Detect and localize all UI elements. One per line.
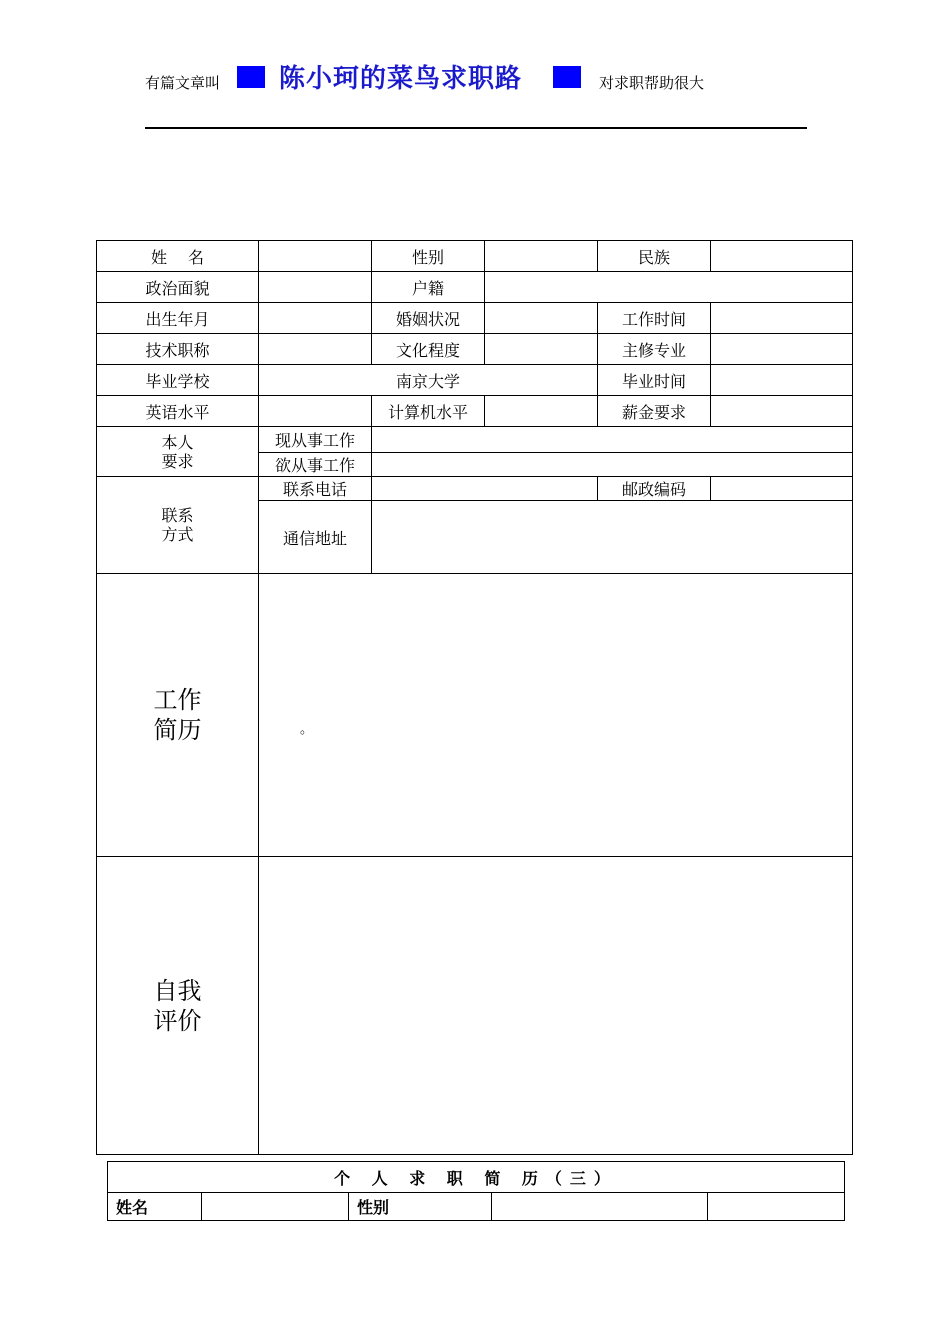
name-label: 姓 名	[97, 241, 259, 272]
page-header	[145, 58, 807, 98]
header-suffix: 对求职帮助很大	[599, 74, 705, 92]
contact-label-line2: 方式	[161, 525, 194, 544]
birth-field[interactable]	[259, 303, 372, 334]
work-history-label	[97, 574, 259, 857]
r3-extra-field[interactable]	[708, 1193, 845, 1221]
salary-field[interactable]	[711, 396, 853, 427]
marriage-field[interactable]	[485, 303, 598, 334]
grad-time-label: 毕业时间	[598, 365, 711, 396]
header-title: 陈小珂的菜鸟求职路	[279, 64, 523, 94]
header-prefix: 有篇文章叫	[145, 74, 221, 92]
title-field[interactable]	[259, 334, 372, 365]
work-time-label: 工作时间	[598, 303, 711, 334]
birth-label: 出生年月	[97, 303, 259, 334]
work-history-label-line1: 工作	[153, 686, 202, 714]
requirements-label	[97, 427, 259, 477]
phone-label: 联系电话	[259, 477, 372, 501]
education-field[interactable]	[485, 334, 598, 365]
english-label: 英语水平	[97, 396, 259, 427]
work-history-field[interactable]	[259, 574, 853, 857]
ethnicity-label: 民族	[598, 241, 711, 272]
major-field[interactable]	[711, 334, 853, 365]
major-label: 主修专业	[598, 334, 711, 365]
r3-gender-label: 性别	[349, 1193, 492, 1221]
r3-name-label: 姓名	[108, 1193, 202, 1221]
address-field[interactable]	[372, 501, 853, 574]
desired-job-label: 欲从事工作	[259, 453, 372, 477]
blue-block-icon	[237, 66, 265, 88]
salary-label: 薪金要求	[598, 396, 711, 427]
current-job-field[interactable]	[372, 427, 853, 453]
contact-label-line1: 联系	[161, 506, 194, 525]
r3-gender-field[interactable]	[492, 1193, 708, 1221]
hukou-label: 户籍	[372, 272, 485, 303]
resume-three-table	[107, 1161, 845, 1221]
requirements-label-line1: 本人	[161, 432, 194, 452]
school-field[interactable]: 南京大学	[259, 365, 598, 396]
hukou-field[interactable]	[485, 272, 853, 303]
resume-three-title: 个 人 求 职 简 历（三）	[108, 1162, 845, 1193]
postcode-field[interactable]	[711, 477, 853, 501]
self-eval-field[interactable]	[259, 857, 853, 1155]
marriage-label: 婚姻状况	[372, 303, 485, 334]
self-eval-label-line1: 自我	[153, 976, 202, 1005]
gender-label: 性别	[372, 241, 485, 272]
phone-field[interactable]	[372, 477, 598, 501]
postcode-label: 邮政编码	[598, 477, 711, 501]
r3-name-field[interactable]	[202, 1193, 349, 1221]
header-divider	[145, 127, 807, 129]
politics-label: 政治面貌	[97, 272, 259, 303]
politics-field[interactable]	[259, 272, 372, 303]
english-field[interactable]	[259, 396, 372, 427]
school-label: 毕业学校	[97, 365, 259, 396]
current-job-label: 现从事工作	[259, 427, 372, 453]
work-history-label-line2: 简历	[153, 716, 202, 744]
self-eval-label	[97, 857, 259, 1155]
gender-field[interactable]	[485, 241, 598, 272]
work-history-text: 。	[300, 722, 314, 737]
address-label: 通信地址	[259, 501, 372, 574]
computer-field[interactable]	[485, 396, 598, 427]
grad-time-field[interactable]	[711, 365, 853, 396]
self-eval-label-line2: 评价	[153, 1006, 202, 1035]
resume-form	[96, 240, 853, 1155]
blue-block-icon	[553, 66, 581, 88]
education-label: 文化程度	[372, 334, 485, 365]
title-label: 技术职称	[97, 334, 259, 365]
name-field[interactable]	[259, 241, 372, 272]
ethnicity-field[interactable]	[711, 241, 853, 272]
computer-label: 计算机水平	[372, 396, 485, 427]
contact-label	[97, 477, 259, 574]
requirements-label-line2: 要求	[161, 451, 194, 471]
work-time-field[interactable]	[711, 303, 853, 334]
desired-job-field[interactable]	[372, 453, 853, 477]
